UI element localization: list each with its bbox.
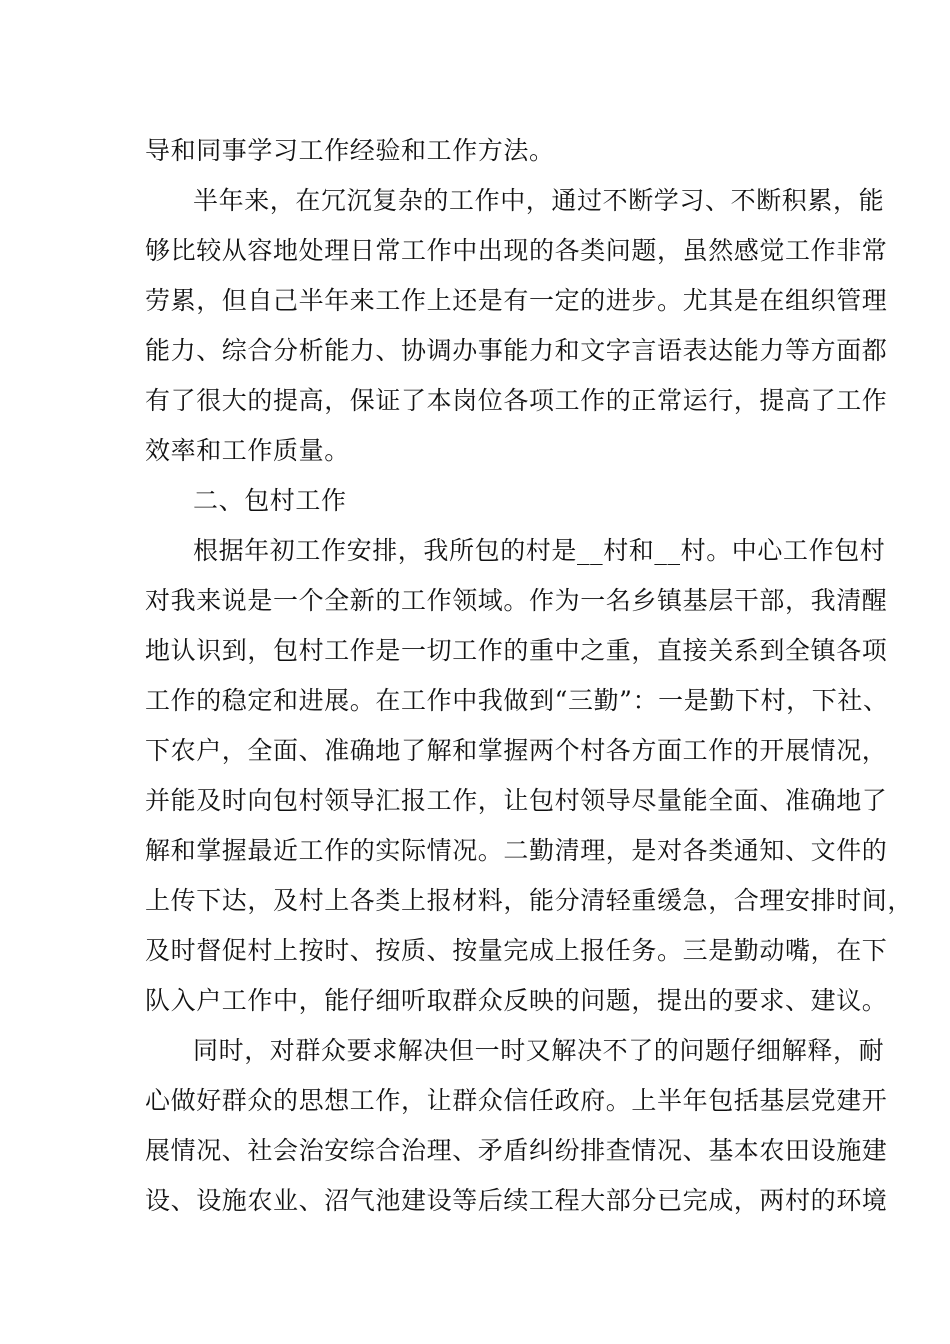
text-line: 上传下达，及村上各类上报材料，能分清轻重缓急，合理安排时间，	[145, 886, 914, 915]
text-line: 下农户，全面、准确地了解和掌握两个村各方面工作的开展情况，	[145, 736, 888, 765]
text-line: 对我来说是一个全新的工作领域。作为一名乡镇基层干部，我清醒	[145, 586, 888, 615]
text-line: 效率和工作质量。	[145, 436, 350, 465]
paragraph-first-line: 半年来，在冗沉复杂的工作中，通过不断学习、不断积累，能	[193, 186, 885, 215]
text-line: 心做好群众的思想工作，让群众信任政府。上半年包括基层党建开	[145, 1086, 888, 1115]
text-line: 有了很大的提高，保证了本岗位各项工作的正常运行，提高了工作	[145, 386, 888, 415]
text-line: 解和掌握最近工作的实际情况。二勤清理，是对各类通知、文件的	[145, 836, 888, 865]
text-line: 设、设施农业、沼气池建设等后续工程大部分已完成，两村的环境	[145, 1186, 888, 1215]
text-line: 队入户工作中，能仔细听取群众反映的问题，提出的要求、建议。	[145, 986, 888, 1015]
text-line: 展情况、社会治安综合治理、矛盾纠纷排查情况、基本农田设施建	[145, 1136, 888, 1165]
text-line: 工作的稳定和进展。在工作中我做到“三勤”：一是勤下村，下社、	[145, 686, 889, 715]
text-line: 够比较从容地处理日常工作中出现的各类问题，虽然感觉工作非常	[145, 236, 888, 265]
text-line: 导和同事学习工作经验和工作方法。	[145, 136, 555, 165]
text-line: 劳累，但自己半年来工作上还是有一定的进步。尤其是在组织管理	[145, 286, 888, 315]
paragraph-first-line: 同时，对群众要求解决但一时又解决不了的问题仔细解释，耐	[193, 1036, 885, 1065]
text-line: 及时督促村上按时、按质、按量完成上报任务。三是勤动嘴，在下	[145, 936, 888, 965]
text-line: 并能及时向包村领导汇报工作，让包村领导尽量能全面、准确地了	[145, 786, 888, 815]
section-heading: 二、包村工作	[193, 486, 347, 515]
paragraph-first-line: 根据年初工作安排，我所包的村是__村和__村。中心工作包村	[193, 536, 886, 565]
text-line: 地认识到，包村工作是一切工作的重中之重，直接关系到全镇各项	[145, 636, 888, 665]
text-line: 能力、综合分析能力、协调办事能力和文字言语表达能力等方面都	[145, 336, 888, 365]
